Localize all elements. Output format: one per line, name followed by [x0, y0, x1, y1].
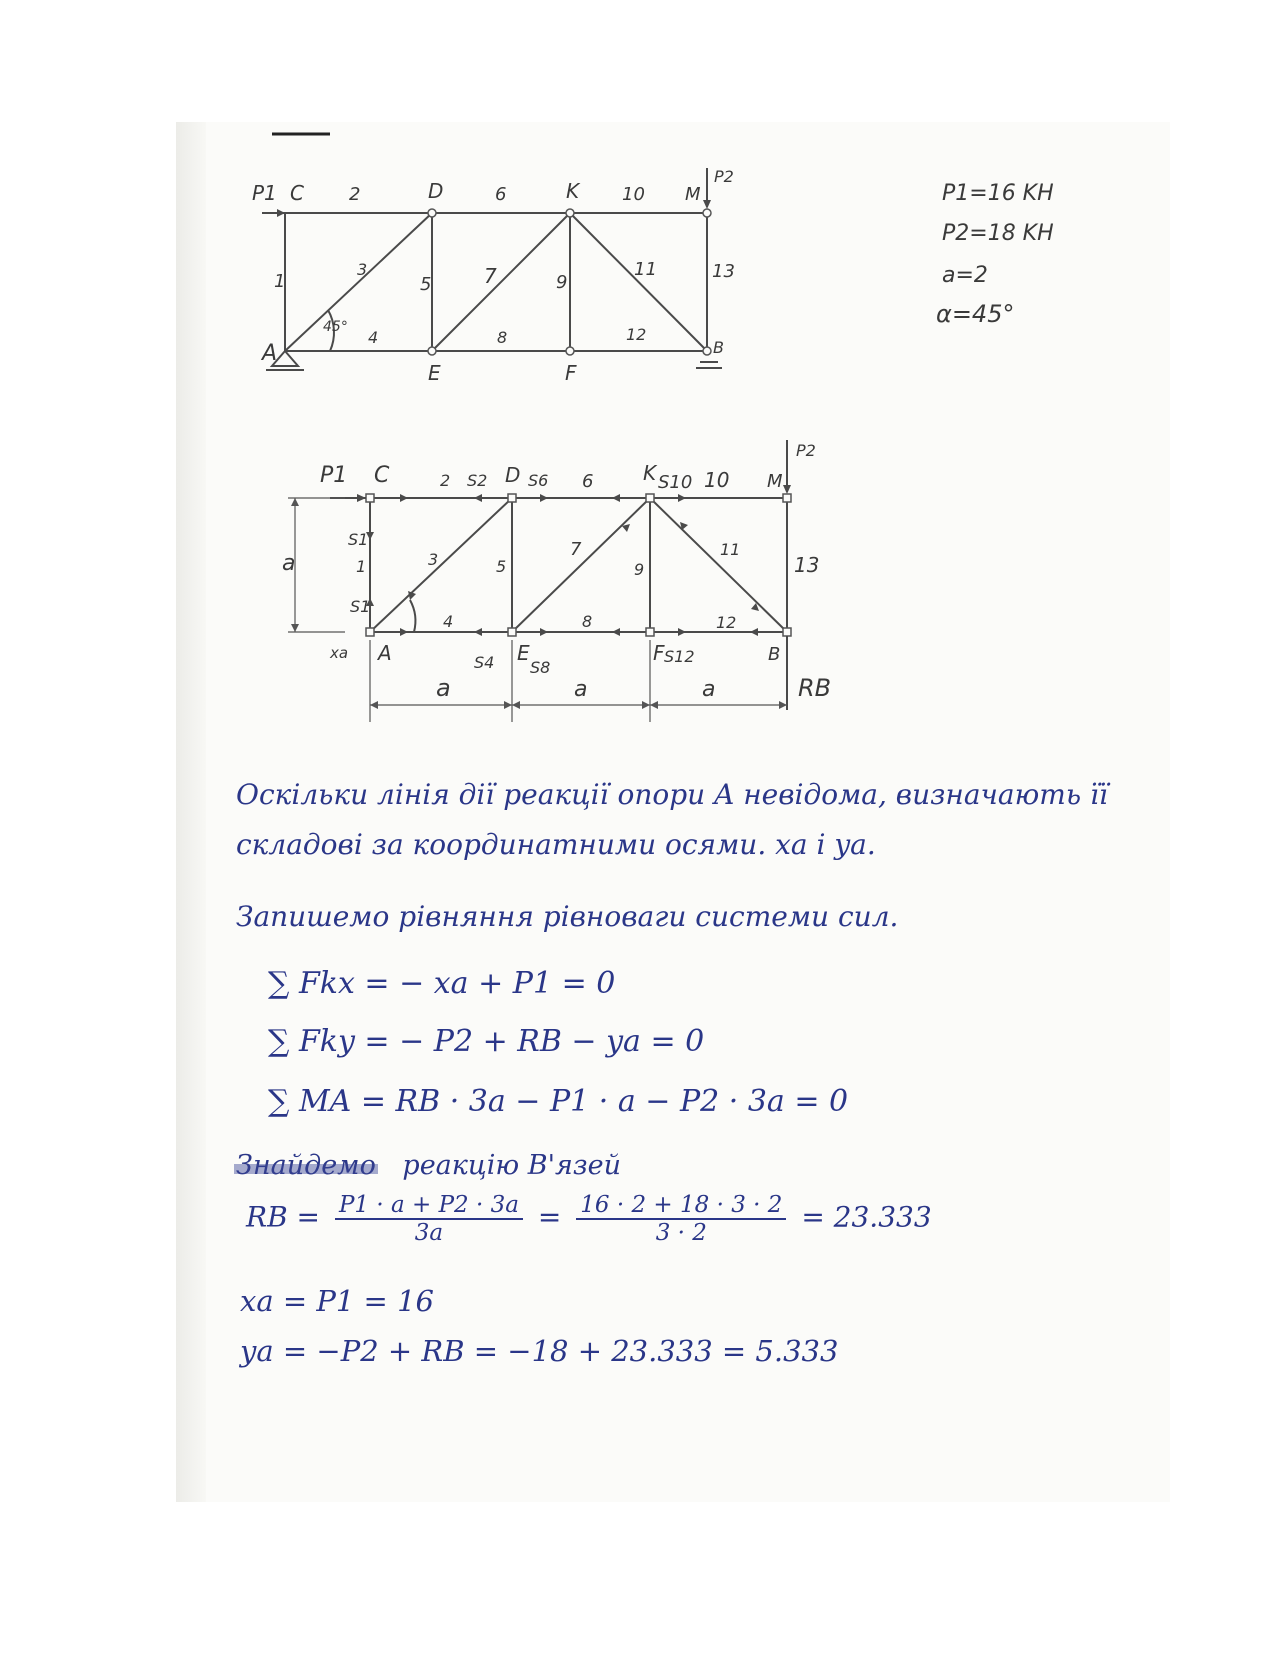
truss1-member-label-1: 1	[274, 271, 286, 292]
truss1-member-label-8: 8	[497, 328, 508, 347]
truss2-force-s1-bottom: S1	[350, 597, 371, 616]
paragraph-1-line-2: складові за координатними осями. xa і ya.	[236, 828, 876, 861]
truss2-member-label-5: 5	[496, 557, 507, 576]
equation-xa: xa = P1 = 16	[240, 1284, 434, 1318]
truss2-member-label-11: 11	[720, 540, 741, 559]
given-alpha: α=45°	[936, 300, 1015, 328]
truss2-member-label-1: 1	[356, 557, 367, 576]
truss2-dim-label-ae: a	[436, 674, 451, 702]
paragraph-1-line-1: Оскільки лінія дії реакції опори A невідома, визначають її	[236, 778, 1108, 811]
truss2-member-label-9: 9	[634, 560, 645, 579]
truss1-member-label-2: 2	[349, 184, 361, 205]
truss2-label-f: F	[653, 641, 665, 665]
rb-numerator-symbolic: P1 · a + P2 · 3a	[335, 1192, 523, 1220]
truss2-force-s8: S8	[530, 658, 551, 677]
truss1-label-d: D	[428, 179, 444, 203]
truss2-force-s10: S10	[658, 472, 693, 493]
truss2-member-label-2: 2	[440, 471, 451, 490]
truss2-label-a: A	[378, 641, 392, 665]
truss2-label-b: B	[768, 644, 781, 665]
truss1-label-c: C	[290, 181, 304, 205]
truss1-label-m: M	[685, 184, 701, 205]
truss1-label-b: B	[713, 338, 724, 357]
truss1-member-label-7: 7	[484, 264, 497, 288]
truss2-force-s4: S4	[474, 653, 495, 672]
truss1-member-label-6: 6	[495, 184, 507, 205]
truss2-label-xa: xa	[330, 644, 349, 662]
truss1-label-k: K	[566, 179, 580, 203]
truss2-label-m: M	[767, 471, 783, 492]
heading-rest: реакцію В'язей	[402, 1150, 621, 1181]
paragraph-2: Запишемо рівняння рівноваги системи сил.	[236, 900, 899, 933]
heading-reactions	[236, 1150, 621, 1181]
heading-struck-word: Знайдемо	[236, 1150, 376, 1181]
given-a: a=2	[942, 263, 988, 288]
truss2-force-s12: S12	[664, 647, 695, 666]
equation-sum-moment: ∑ MA = RB · 3a − P1 · a − P2 · 3a = 0	[268, 1084, 849, 1119]
truss2-force-s2: S2	[467, 471, 488, 490]
truss2-dim-label-fb: a	[702, 677, 716, 702]
truss1-member-label-10: 10	[622, 184, 645, 205]
truss2-dim-label-height: a	[282, 551, 296, 576]
truss1-label-f: F	[565, 361, 577, 385]
rb-fraction-symbolic	[335, 1192, 523, 1246]
equation-ya: ya = −P2 + RB = −18 + 23.333 = 5.333	[240, 1334, 839, 1368]
truss1-member-label-12: 12	[626, 325, 647, 344]
truss1-label-e: E	[428, 361, 441, 385]
truss2-member-label-3: 3	[428, 550, 439, 569]
truss2-member-label-6: 6	[582, 471, 594, 492]
truss1-angle-label: 45°	[323, 319, 348, 335]
truss2-label-rb: RB	[798, 674, 832, 702]
truss1-member-label-13: 13	[712, 261, 735, 282]
truss2-force-s1-top: S1	[348, 530, 369, 549]
truss1-member-label-9: 9	[556, 272, 568, 293]
given-p2: P2=18 KH	[942, 221, 1054, 246]
truss1-member-label-5: 5	[420, 274, 432, 295]
equation-sum-fy: ∑ Fky = − P2 + RB − ya = 0	[268, 1024, 705, 1059]
truss2-member-label-10: 10	[704, 468, 730, 492]
truss1-label-p1: P1	[252, 181, 277, 205]
truss2-member-label-4: 4	[443, 612, 454, 631]
rb-fraction-numeric	[576, 1192, 786, 1246]
truss2-dim-label-ef: a	[574, 677, 588, 702]
truss1-member-label-11: 11	[634, 259, 657, 280]
truss2-label-e: E	[517, 641, 530, 665]
rb-lhs: RB =	[246, 1200, 321, 1234]
truss2-member-label-7: 7	[570, 539, 582, 560]
truss2-label-p2: P2	[796, 441, 816, 460]
truss1-member-label-4: 4	[368, 328, 379, 347]
truss2-force-s6: S6	[528, 471, 549, 490]
rb-numerator-numeric: 16 · 2 + 18 · 3 · 2	[576, 1192, 786, 1220]
truss2-label-c: C	[374, 463, 390, 488]
given-p1: P1=16 KH	[942, 181, 1054, 206]
truss2-label-d: D	[505, 463, 521, 487]
rb-equals: =	[537, 1200, 562, 1234]
truss1-label-a: A	[262, 341, 278, 366]
rb-denominator-symbolic: 3a	[414, 1220, 444, 1246]
truss1-label-p2: P2	[714, 167, 734, 186]
equation-sum-fx: ∑ Fkx = − xa + P1 = 0	[268, 966, 616, 1001]
truss2-member-label-8: 8	[582, 612, 593, 631]
rb-denominator-numeric: 3 · 2	[655, 1220, 707, 1246]
truss2-label-p1: P1	[320, 463, 348, 488]
truss2-label-k: K	[643, 461, 657, 485]
truss2-member-label-12: 12	[716, 613, 737, 632]
equation-rb	[246, 1192, 932, 1246]
truss1-member-label-3: 3	[357, 260, 368, 279]
truss2-member-label-13: 13	[794, 553, 820, 577]
rb-result: = 23.333	[801, 1200, 932, 1234]
